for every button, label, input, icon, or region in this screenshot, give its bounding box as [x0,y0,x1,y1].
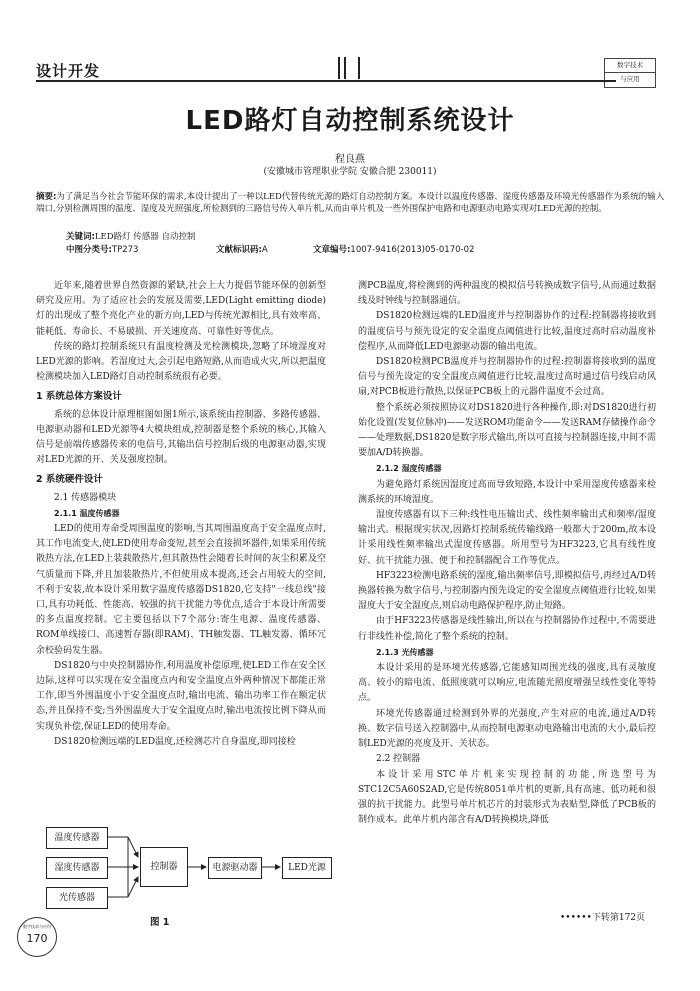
keywords [66,230,195,242]
paragraph: DS1820检测远端的LED温度,还检测芯片自身温度,即同接检 [54,736,296,747]
paragraph: 整个系统必须按照协议对DS1820进行各种操作,即:对DS1820进行初始化设置(发复位脉冲)——发送ROM功能命令——发送RAM存储操作命令——处理数据,DS1820是数字形式输出,所以可直接与控制器连接,中间不需要加A/D转换器。 [358,402,656,459]
controller-box: 控制器 [140,847,188,887]
right-column [358,279,656,828]
affiliation: (安徽城市管理职业学院 安徽合肥 230011) [263,167,437,177]
journal-logo-line1: 数字技术 [617,61,643,69]
paragraph: LED的使用寿命受周围温度的影响,当其周围温度高于安全温度点时,其工作电流变大,使LED使用寿命变短,甚至会直接损坏器件,如果采用传统散热方法,在LED上装载散热片,但其散热性会随着长时间的灰尘积累及空气质量而下降,并且加装散热片,不但使用成本提高,还会占用较大的空间,不利于安装,故本设计采用数字温度传感器DS1820,它支持"一线总线"接口,具有功耗低、性能高、较强的抗干扰能力等优点,适合于本设计所需要的多点温度控制。它主要包括以下7个部分:寄生电源、温度传感器、ROM单线接口、高速暂存器(即RAM)、TH触发器、TL触发器、循环冗余校验码发生器。 [36,524,326,656]
subsection-heading: 2.2 控制器 [376,754,421,765]
humidity-sensor-box: 湿度传感器 [46,857,108,879]
paragraph: HF3223检测电路系统的湿度,输出频率信号,即模拟信号,再经过A/D转换器转换为数字信号,与控制器内预先设定的安全湿度点阈值进行比较,如果湿度大于安全湿度点,则启动电路保护程序,防止短路。 [358,570,656,612]
continued-note: ••••••下转第172页 [560,913,646,923]
abstract-label: 摘要: [36,192,57,202]
connector [128,877,138,897]
abstract-text: 为了满足当今社会节能环保的需求,本设计提出了一种以LED代替传统光源的路灯自动控制方案。本设计以温度传感器、湿度传感器及环境光传感器作为系统的输入端口,分别检测周围的温度、湿度及光照强度,所检测到的三路信号传入单片机,从而由单片机及一些外围保护电路和电源驱动电路实现对LED光源的控制。 [36,192,665,214]
subsubsection-heading-text: 2.1.2 湿度传感器 [376,464,442,474]
paragraph: 系统的总体设计原理框图如图1所示,该系统由控制器、多路传感器、电源驱动器和LED光源等4大模块组成,控制器是整个系统的核心,其输入信号是前端传感器传来的电信号,其输出信号控制后级的电源驱动器,实现对LED光源的开、关及强度控制。 [36,409,326,466]
connector [128,837,138,857]
article-number [313,243,474,255]
left-column [36,279,326,750]
page-badge-label: 数字技术与应用 [23,924,51,929]
paragraph: 测PCB温度,将检测到的两种温度的模拟信号转换成数字信号,从而通过数据线及时钟线与控制器通信。 [358,281,656,307]
clc-value: TP273 [111,245,139,255]
article-value: 1007-9416(2013)05-0170-02 [350,245,475,255]
paragraph: 由于HF3223传感器是线性输出,所以在与控制器协作过程中,不需要进行非线性补偿,简化了整个系统的控制。 [358,616,656,642]
led-light-box: LED光源 [282,857,332,879]
section-heading: 1 系统总体方案设计 [36,391,122,403]
power-driver-box: 电源驱动器 [208,857,262,879]
light-sensor-box: 光传感器 [46,887,108,909]
subsubsection-heading [358,461,656,477]
doc-value: A [261,245,268,255]
journal-logo [604,58,656,88]
page-number: 170 [26,932,48,945]
paragraph: 湿度传感器有以下三种:线性电压输出式、线性频率输出式和频率/湿度输出式。根据现实状况,因路灯控制系统传输线路一般都大于200m,故本设计采用线性频率输出式湿度传感器。所用型号为HF3223,它具有线性度好、抗干扰能力强、便于和控制器配合工作等优点。 [358,510,656,566]
subsubsection-heading [358,645,656,661]
header-rule [36,80,616,82]
keywords-text: LED路灯 传感器 自动控制 [94,232,196,242]
doc-code [216,243,268,255]
paragraph: 环境光传感器通过检测到外界的光强度,产生对应的电流,通过A/D转换、数字信号送入控制器中,从而控制电源驱动电路输出电流的大小,最后控制LED光源的亮度及开、关状态。 [358,708,656,750]
clc-label: 中图分类号: [66,245,112,255]
temperature-sensor-box: 温度传感器 [46,827,108,849]
author: 程良燕 [335,154,365,165]
doc-label: 文献标识码: [216,245,262,255]
paragraph: DS1820检测PCB温度并与控制器协作的过程:控制器将接收到的温度信号与预先设定的安全温度点阈值进行比较,温度过高时通过信号线启动风扇,对PCB板进行散热,以保证PCB板上的元器件温度不会过高。 [358,357,656,398]
keywords-label: 关键词: [66,232,95,242]
header-divider-bars [338,57,364,79]
paragraph: DS1820检测远端的LED温度并与控制器协作的过程:控制器将接收到的温度信号与预先设定的安全温度点阈值进行比较,温度过高时启动温度补偿程序,从而降低LED电源驱动器的输出电流。 [358,311,656,352]
paragraph: 本设计采用的是环境光传感器,它能感知周围光线的强度,具有灵敏度高、较小的暗电流、低照度就可以响应,电流随光照度增强呈线性变化等特点。 [358,663,656,704]
paragraph: DS1820与中央控制器协作,利用温度补偿原理,使LED工作在安全区边际,这样可以实现在安全温度点内和安全温度点外两种情况下都能正常工作,即当外围温度小于安全温度点时,输出电流、输出功率工作在额定状态,并且保持不变;当外围温度大于安全温度点时,输出电流按比例下降从而实现负补偿,保证LED的使用寿命。 [36,660,326,732]
journal-logo-line2: 与应用 [605,72,655,86]
article-label: 文章编号: [313,245,351,255]
paragraph: 为避免路灯系统因湿度过高而导致短路,本设计中采用湿度传感器来检测系统的环境湿度。 [358,479,656,505]
section-header: 设计开发 [36,62,101,80]
subsubsection-heading [36,506,326,522]
paragraph: 传统的路灯控制系统只有温度检测及光检测模块,忽略了环境湿度对LED光源的影响。若湿度过大,会引起电路短路,从而造成火灾,所以把温度检测模块加入LED路灯自动控制系统很有必要。 [36,341,326,383]
abstract [36,191,666,215]
figure-caption: 图 1 [150,917,170,928]
subsection-heading: 2.1 传感器模块 [54,492,117,503]
figure-block-diagram [46,823,336,963]
paragraph: 本设计采用STC单片机来实现控制的功能,所选型号为STC12C5A60S2AD,它是传统8051单片机的更新,具有高速、低功耗和很强的抗干扰能力。此型号单片机芯片的封装形式为表贴型,降低了PCB板的制作成本。此单片机内部含有A/D转换模块,降低 [358,769,656,826]
page-number-badge [17,917,57,957]
clc-number [66,243,138,255]
subsubsection-heading-text: 2.1.3 光传感器 [376,647,434,657]
paragraph: 近年来,随着世界自然资源的紧缺,社会上大力提倡节能环保的创新型研究及应用。为了适应社会的发展及需要,LED(Light emitting diode)灯的出现成了整个亮化产业的新方向,LED与传统光源相比,具有效率高、能耗低、寿命长、不易破损、开关速度高、可靠性好等优点。 [36,281,326,337]
subsubsection-heading-text: 2.1.1 温度传感器 [54,508,120,518]
article-title: LED路灯自动控制系统设计 [185,106,515,136]
section-heading: 2 系统硬件设计 [36,474,103,486]
